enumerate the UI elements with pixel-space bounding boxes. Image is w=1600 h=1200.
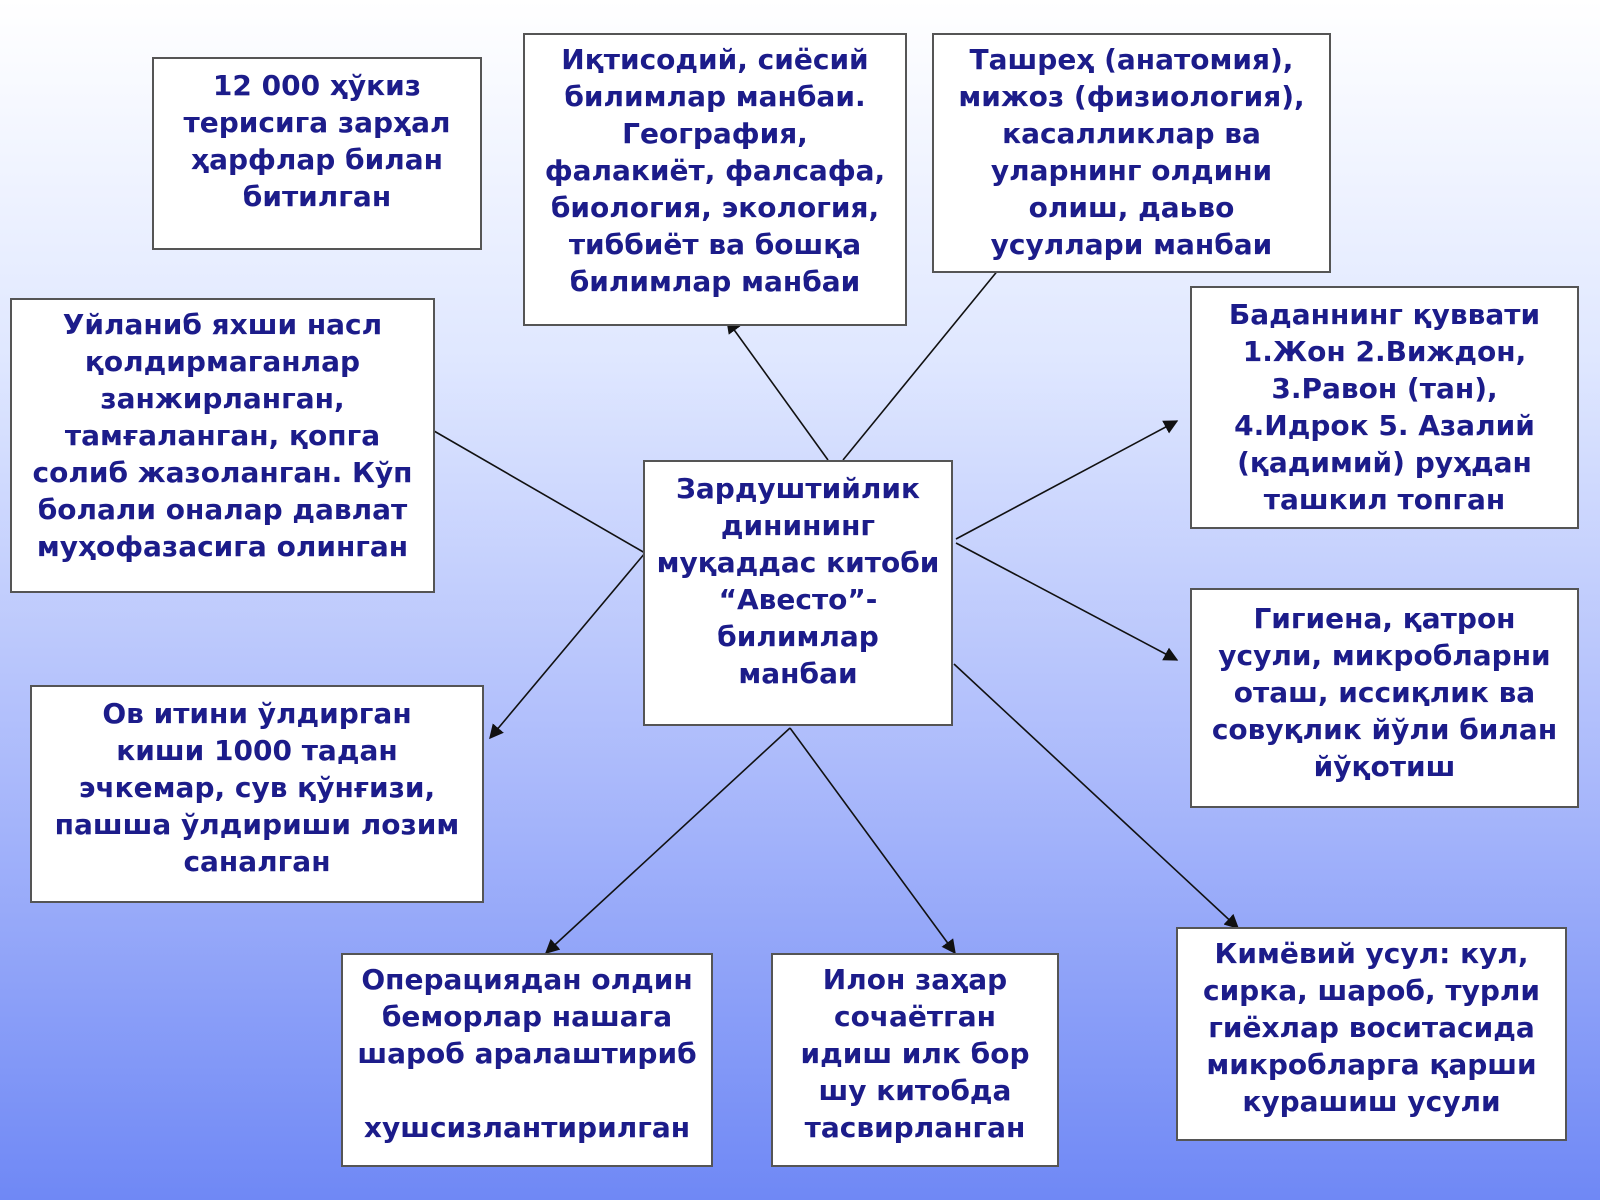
node-dog — [30, 685, 484, 903]
node-economics-text: Иқтисодий, сиёсий билимлар манбаи. География, фалакиёт, фалсафа, биология, экология, тиббиёт ва бошқа билимлар манбаи — [544, 43, 886, 298]
arrow-to-hygiene — [956, 543, 1177, 660]
arrow-to-operation — [546, 728, 790, 953]
arrow-to-economics — [727, 320, 828, 460]
node-body-power-text: Баданнинг қуввати 1.Жон 2.Виждон, 3.Равон (тан), 4.Идрок 5. Азалий (қадимий) руҳдан ташкил топган — [1228, 298, 1541, 516]
arrow-to-snake — [790, 728, 955, 953]
node-center-text: Зардуштийлик динининг муқаддас китоби “Авесто”- билимлар манбаи — [656, 472, 940, 690]
node-chemical — [1176, 927, 1567, 1141]
arrow-to-punishment — [415, 420, 645, 553]
node-operation-text: Операциядан олдин беморлар нашага шароб аралаштириб хушсизлантирилган — [357, 963, 697, 1144]
node-anatomy — [932, 33, 1331, 273]
node-dog-text: Ов итини ўлдирган киши 1000 тадан эчкемар, сув қўнғизи, пашша ўлдириши лозим саналган — [54, 697, 460, 878]
node-leather-text: 12 000 ҳўкиз терисига зарҳал ҳарфлар билан битилган — [183, 69, 451, 213]
node-snake — [771, 953, 1059, 1167]
arrow-to-body-power — [956, 421, 1177, 539]
node-punishment-text: Уйланиб яхши насл қолдирмаганлар занжирланган, тамғаланган, қопга солиб жазоланган. Кўп болали оналар давлат муҳофазасига олинган — [32, 308, 413, 563]
node-center — [643, 460, 953, 726]
node-leather — [152, 57, 482, 250]
node-operation — [341, 953, 713, 1167]
node-punishment — [10, 298, 435, 593]
node-anatomy-text: Ташреҳ (анатомия), мижоз (физиология), касалликлар ва уларнинг олдини олиш, даьво усуллари манбаи — [958, 43, 1305, 261]
node-hygiene-text: Гигиена, қатрон усули, микробларни оташ, иссиқлик ва совуқлик йўли билан йўқотиш — [1211, 602, 1558, 783]
node-economics — [523, 33, 907, 326]
node-snake-text: Илон заҳар сочаётган идиш илк бор шу китобда тасвирланган — [800, 963, 1030, 1144]
node-chemical-text: Кимёвий усул: кул, сирка, шароб, турли гиёхлар воситасида микробларга қарши курашиш усули — [1202, 937, 1541, 1118]
arrow-to-dog — [490, 553, 645, 738]
node-body-power — [1190, 286, 1579, 529]
node-hygiene — [1190, 588, 1579, 808]
